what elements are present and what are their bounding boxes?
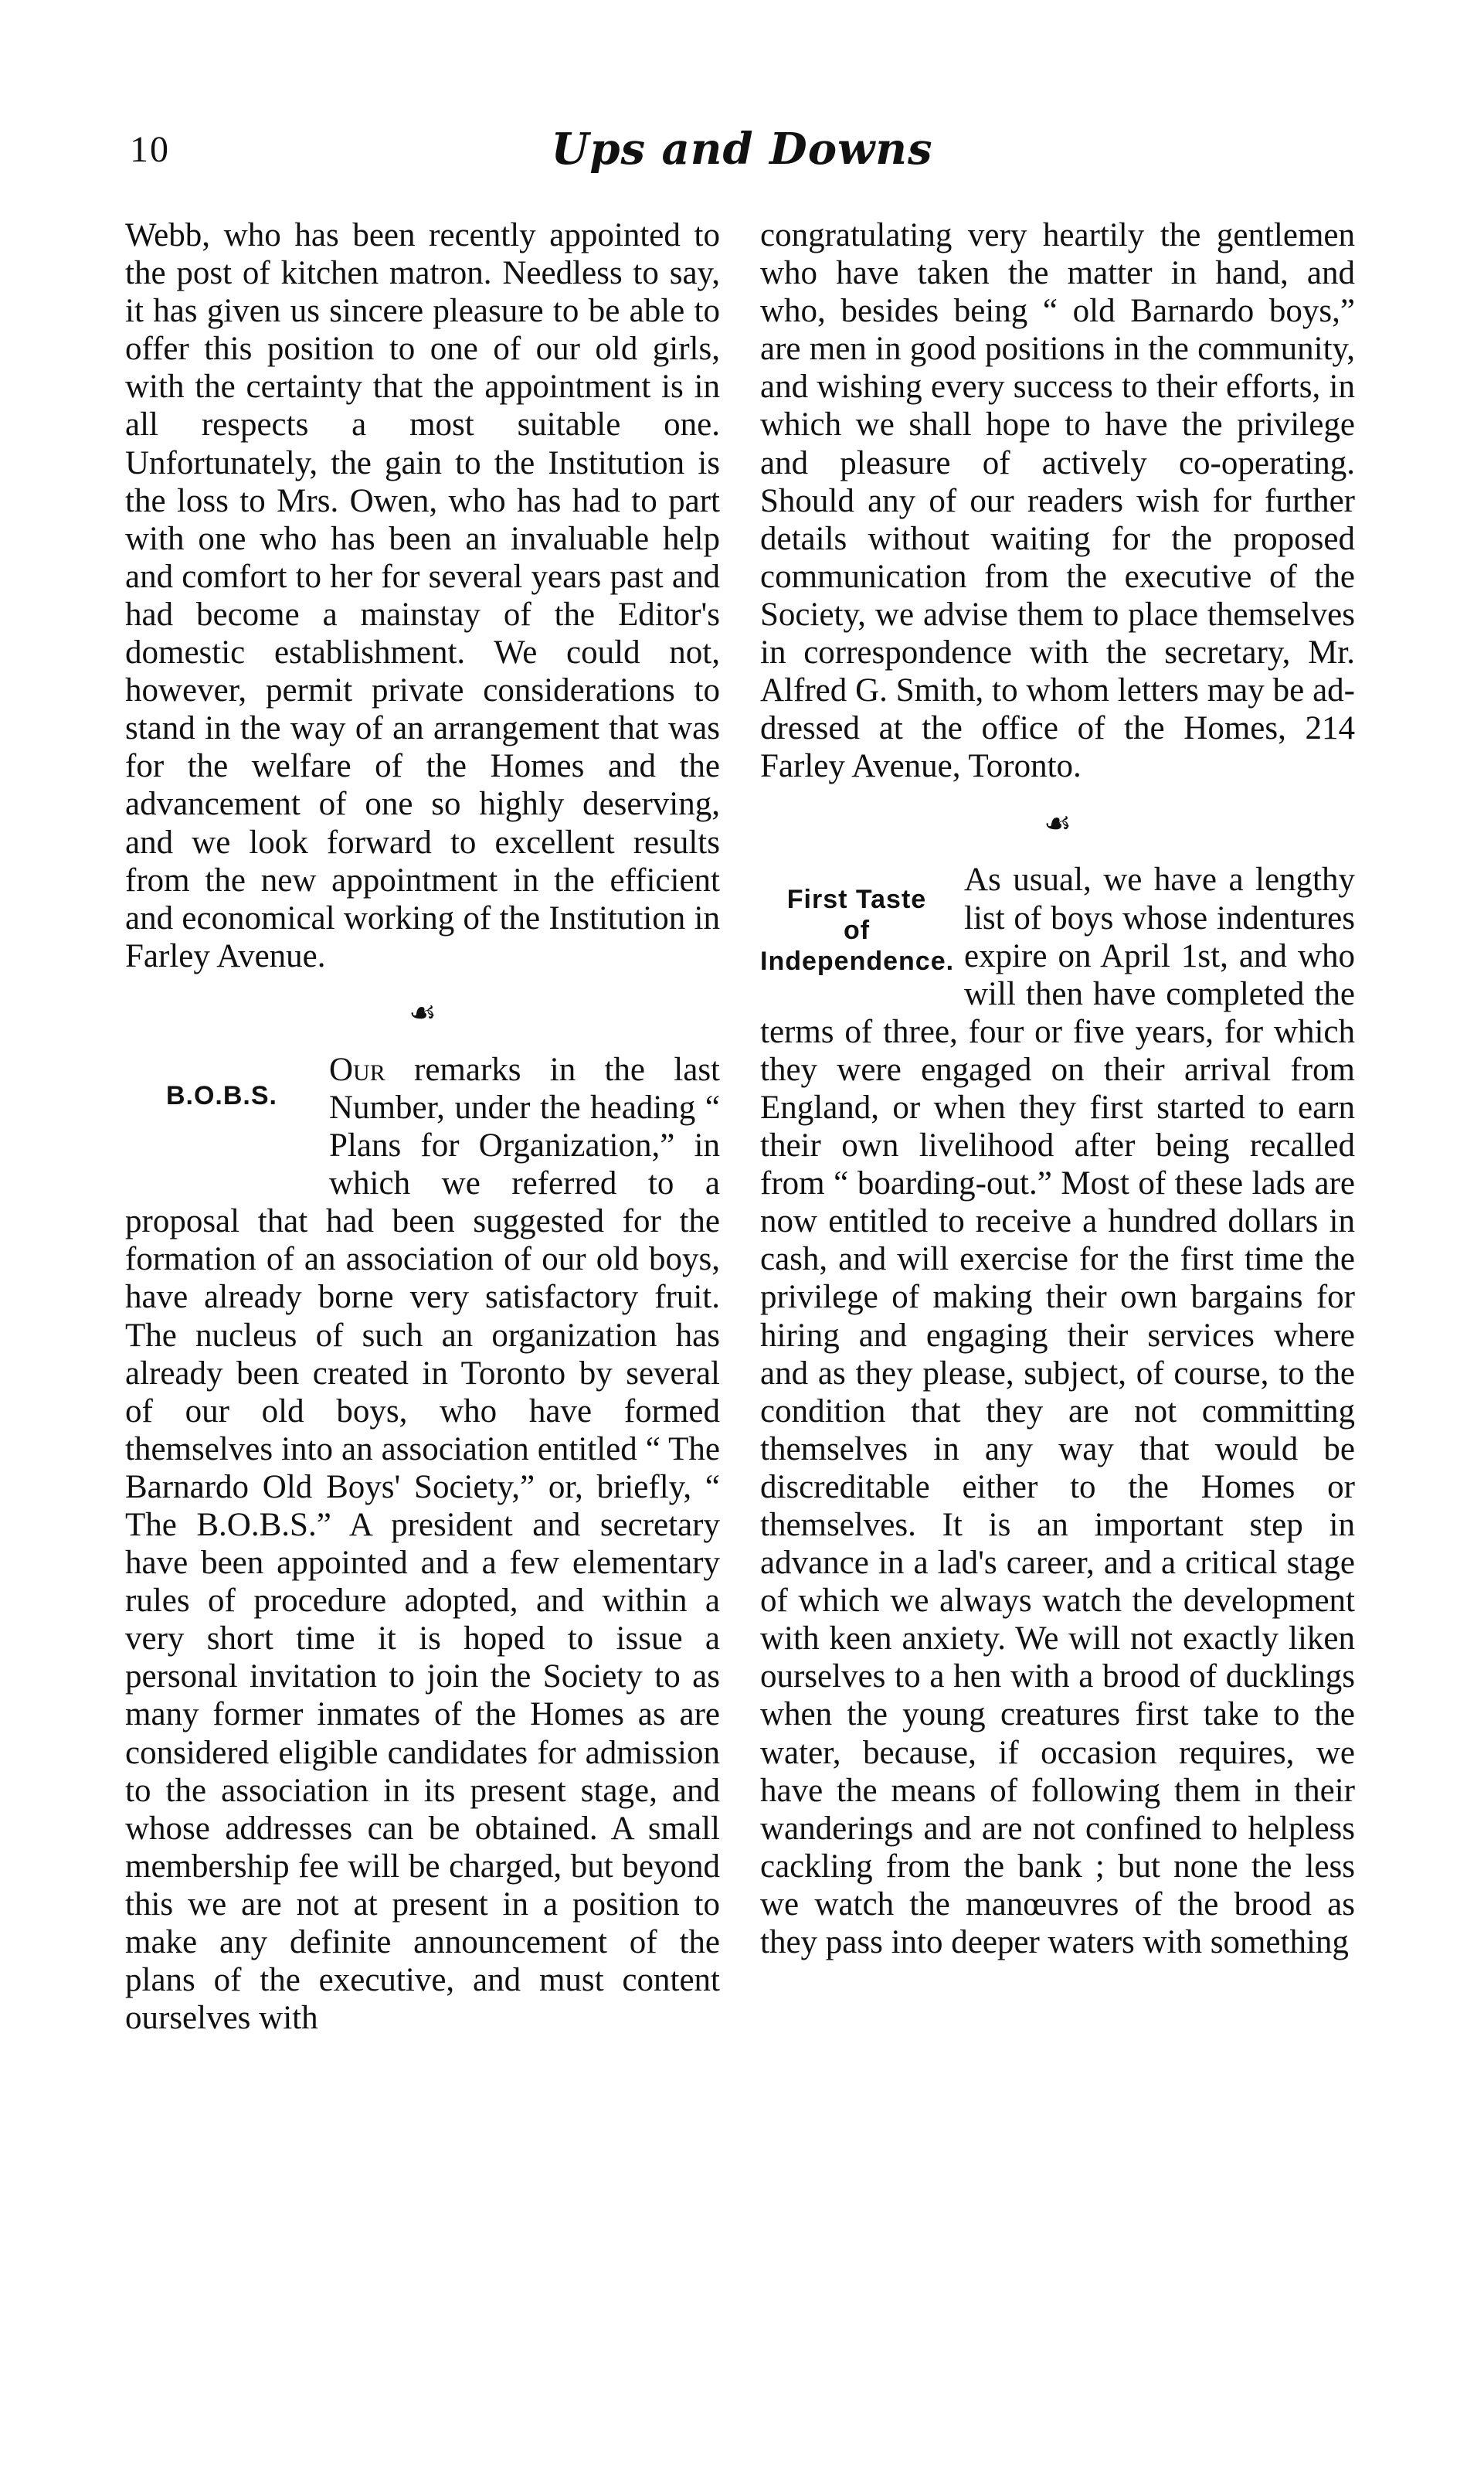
bobs-lead-word: Our bbox=[329, 1051, 385, 1088]
running-title: Ups and Downs bbox=[551, 124, 933, 175]
sidehead-line: Independence. bbox=[760, 947, 955, 977]
fleuron-ornament-icon: ☙ bbox=[409, 995, 436, 1031]
bobs-paragraph-text: remarks in the last Number, under the heading “ Plans for Organization,” in which we referred to a proposal that had been suggested for the formation of an association of our old boys, have already borne very satisfactory fruit. The nucleus of such an organization has already been created in Toronto by several of our old boys, who have formed themselves into an association entitled “ The Barnardo Old Boys' Society,” or, briefly, “ The B.O.B.S.” A president and secretary have been appointed and a few elementary rules of procedure adopted, and within a very short time it is hoped to issue a personal invitation to join the Society to as many former inmates of the Homes as are considered eligible candidates for admission to the association in its present stage, and whose addresses can be obtained. A small membership fee will be charged, but beyond this we are not at present in a position to make any definite announcement of the plans of the executive, and must content ourselves with bbox=[125, 1051, 720, 2037]
sidehead-line: of bbox=[843, 916, 871, 946]
page-number: 10 bbox=[130, 129, 170, 170]
sidehead-first-taste bbox=[760, 861, 953, 1012]
sidehead-bobs: B.O.B.S. bbox=[165, 1080, 278, 1110]
sidehead-line: First Taste bbox=[786, 885, 927, 915]
right-paragraph-first-taste: As usual, we have a lengthy list of boys whose indentures expire on April 1st, and who will then have completed the terms of three, four or five years, for which they were engaged on their arrival from England, or when they first started to earn their own livelihood after being recalled from “ boarding-out.” Most of these lads are now entitled to receive a hundred dollars in cash, and will exercise for the first time the privilege of making their own bargains for hiring and engaging their services where and as they please, subject, of course, to the condition that they are not committing themselves in any way that would be discreditable either to the Homes or themselves. It is an important step in advance in a lad's career, and a critical stage of which we always watch the development with keen anxiety. We will not exactly liken ourselves to a hen with a brood of ducklings when the young creatures first take to the water, because, if occasion requires, we have the means of following them in their wanderings and are not confined to helpless cackling from the bank ; but none the less we watch the manœuvres of the brood as they pass into deeper waters with something bbox=[760, 862, 1355, 1961]
fleuron-ornament-icon: ☙ bbox=[1044, 805, 1071, 841]
page-header bbox=[0, 124, 1484, 185]
right-paragraph-bobs-continued: congratulating very heartily the gentlemen who have taken the matter in hand, and who, besides being “ old Barnardo boys,” are men in good positions in the community, and wishing every success to their efforts, in which we shall hope to have the privilege and pleasure of actively co-operating. Should any of our readers wish for further details without waiting for the proposed communication from the executive of the Society, we advise them to place themselves in correspondence with the secretary, Mr. Alfred G. Smith, to whom letters may be addressed at the office of the Homes, 214 Farley Avenue, Toronto. bbox=[760, 217, 1355, 785]
right-column bbox=[760, 216, 1355, 1961]
left-column bbox=[125, 216, 720, 2037]
left-paragraph-kitchen-matron: Webb, who has been recently appointed to the post of kitchen matron. Needless to say, it has given us sincere pleasure to be able to offer this position to one of our old girls, with the certainty that the appointment is in all respects a most suitable one. Unfortunately, the gain to the Institution is the loss to Mrs. Owen, who has had to part with one who has been an invaluable help and comfort to her for several years past and had become a mainstay of the Editor's domestic establishment. We could not, however, permit private considerations to stand in the way of an arrangement that was for the welfare of the Homes and the advancement of one so highly deserving, and we look forward to excellent results from the new appointment in the efficient and economical working of the Institution in Farley Avenue. bbox=[125, 217, 720, 974]
